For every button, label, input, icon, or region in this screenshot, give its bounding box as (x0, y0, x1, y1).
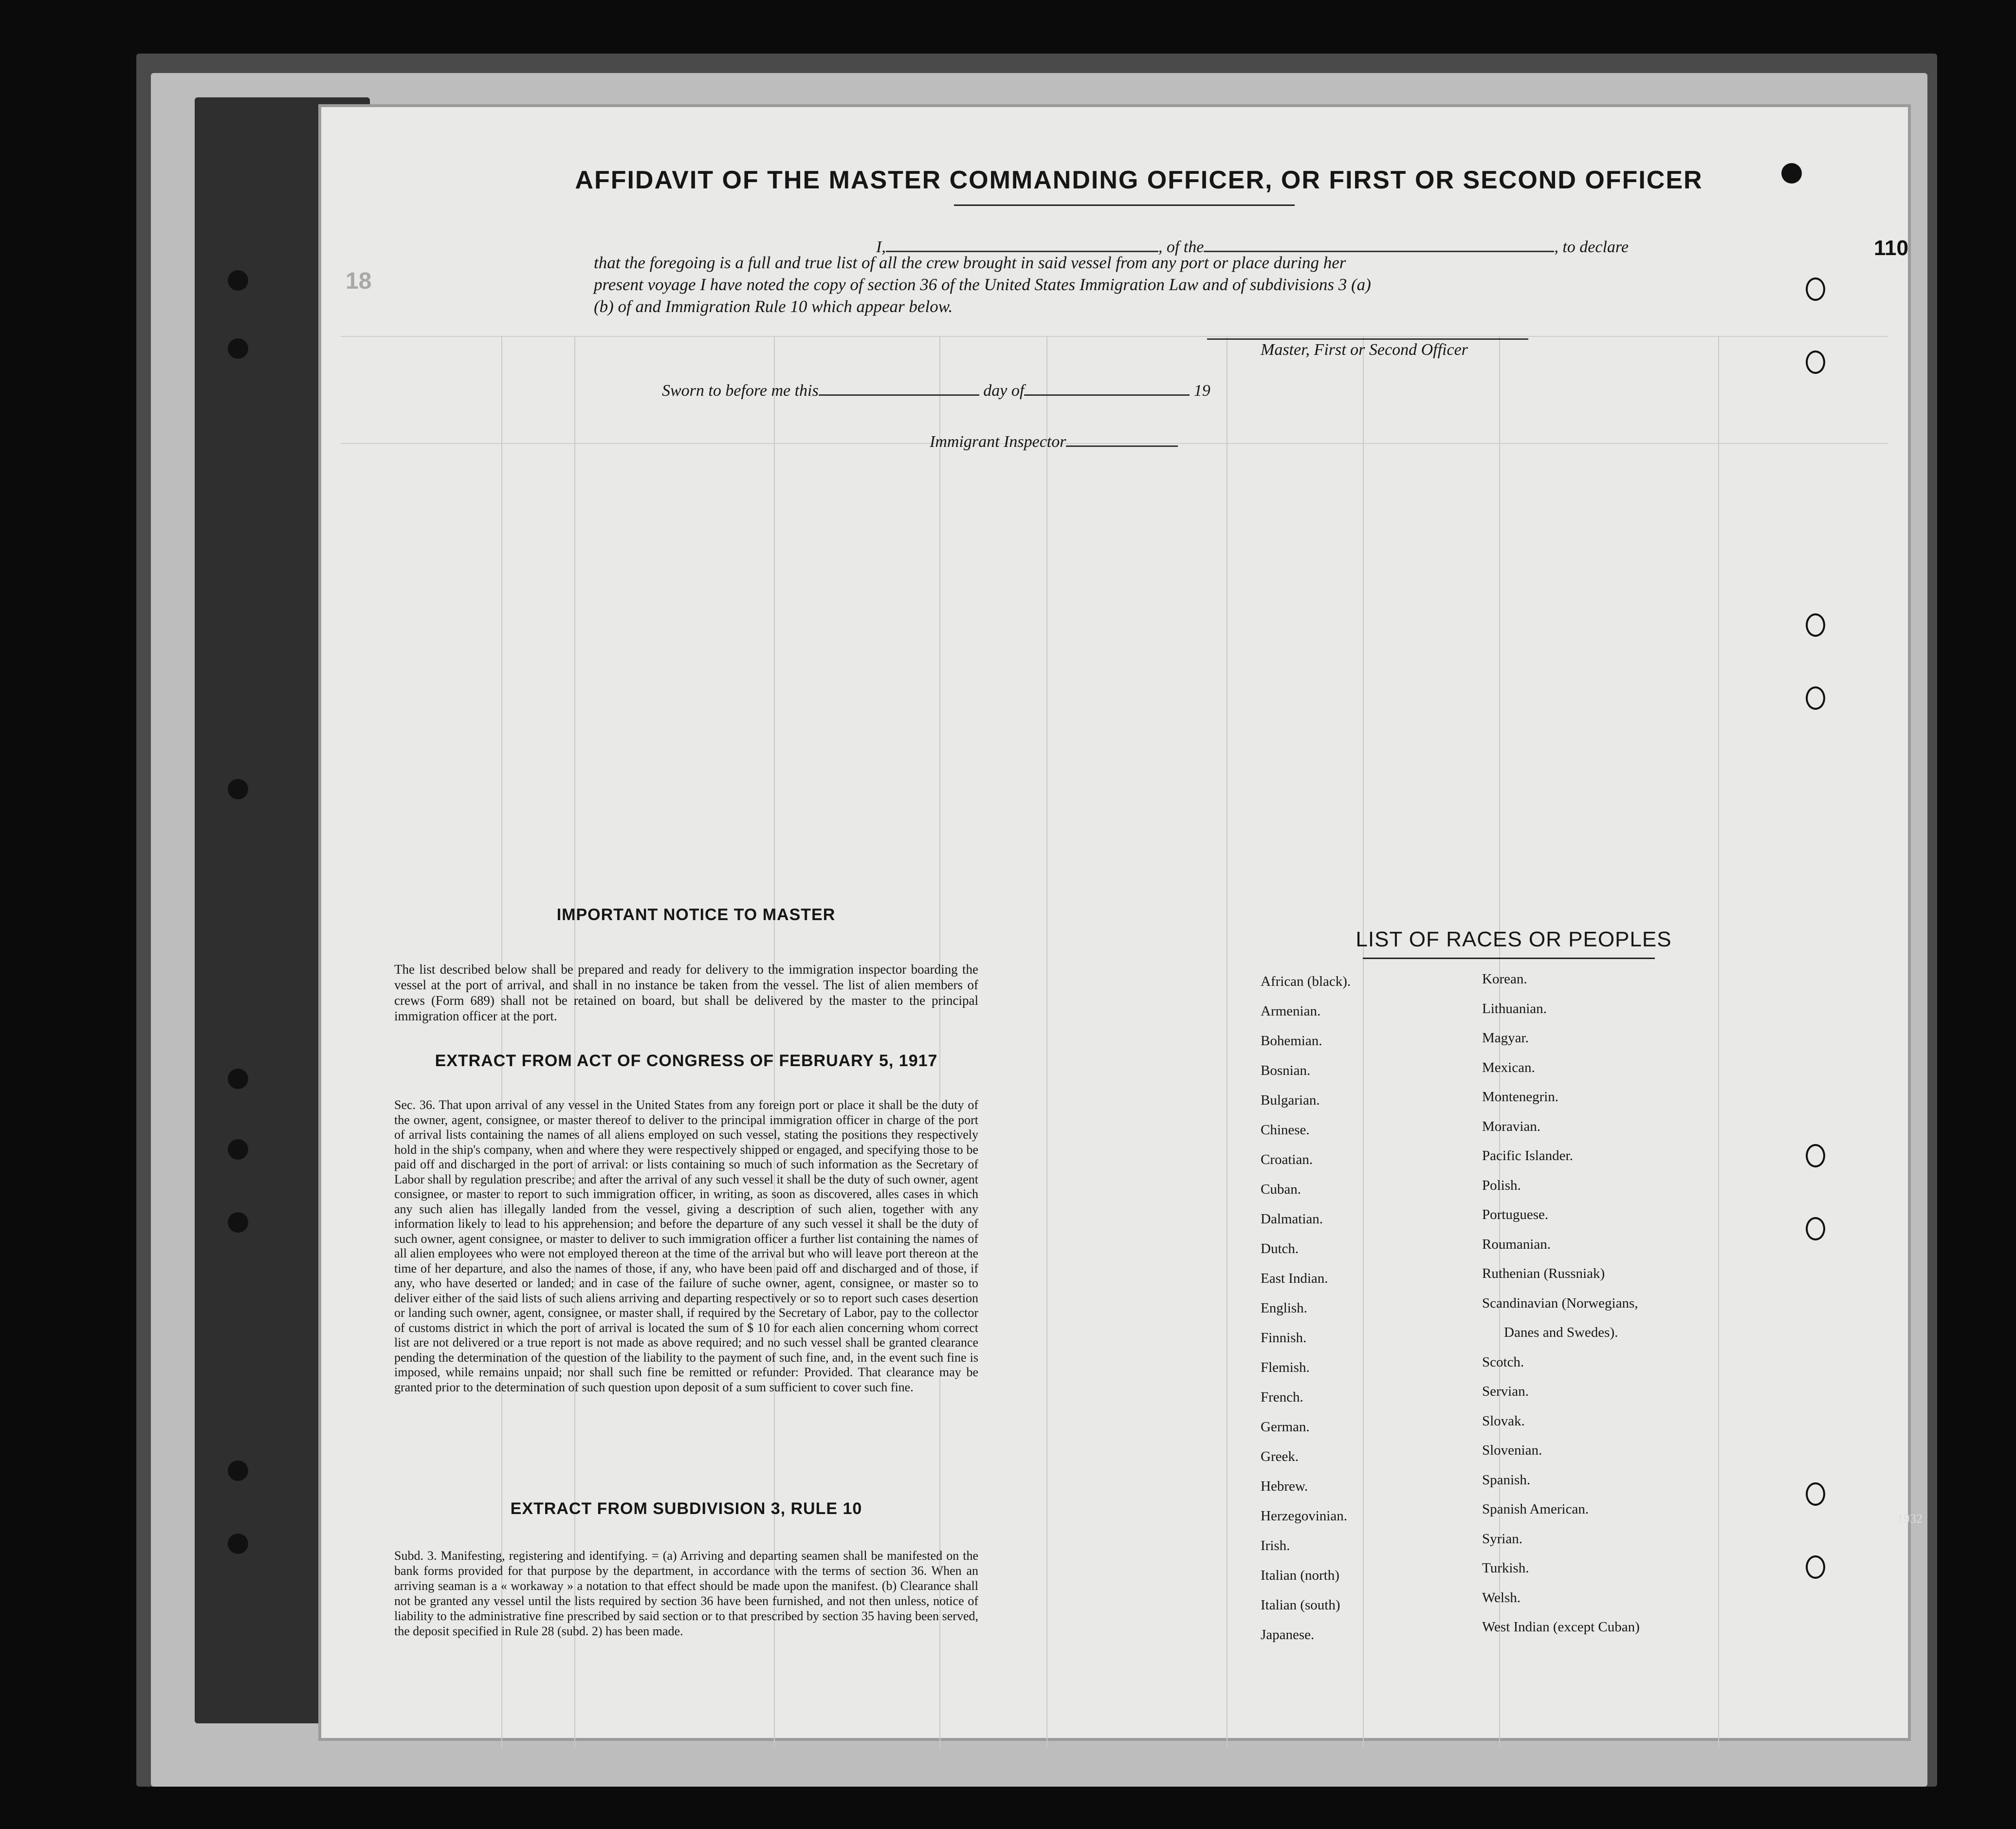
bleed-through-rule (574, 336, 575, 1748)
race-item: Turkish. (1482, 1560, 1529, 1576)
right-page-number: 110 (1874, 236, 1908, 260)
extract-rule-title: EXTRACT FROM SUBDIVISION 3, RULE 10 (510, 1499, 862, 1518)
affidavit-line-3: present voyage I have noted the copy of section 36 of the United States Immigration Law and of subdivisions 3 (a) (594, 275, 1371, 294)
binder-hole (228, 270, 248, 291)
race-item: Moravian. (1482, 1118, 1540, 1134)
right-year: 1932 (1897, 1512, 1923, 1526)
race-item: Chinese. (1261, 1122, 1310, 1138)
race-item: Irish. (1261, 1538, 1290, 1553)
race-item: Herzegovinian. (1261, 1508, 1347, 1524)
binder-hole (228, 779, 248, 799)
affidavit-page (321, 107, 1908, 1738)
binder-hole (228, 1139, 248, 1160)
binder-hole (228, 338, 248, 359)
notice-title: IMPORTANT NOTICE TO MASTER (556, 905, 836, 924)
race-item: Hebrew. (1261, 1478, 1308, 1494)
race-item: Roumanian. (1482, 1236, 1551, 1252)
race-item: Bulgarian. (1261, 1092, 1320, 1108)
affidavit-line-1: I, , of the , to declare (876, 231, 1629, 257)
binder-hole (228, 1533, 248, 1554)
race-item: Portuguese. (1482, 1207, 1549, 1222)
race-item: Italian (north) (1261, 1568, 1339, 1583)
page-hole (1806, 351, 1825, 374)
page-hole-torn (1781, 163, 1802, 184)
extract-rule-text: Subd. 3. Manifesting, registering and identifying. = (a) Arriving and departing seamen shall be manifested on the bank forms provided for that purpose by the department, in accordance with the terms of section 36. When an arriving seaman is a « workaway » a notation to that effect should be made upon the manifest. (b) Clearance shall not be granted any vessel until the lists required by section 36 have been furnished, and not then unless, notice of liability to the administrative fine prescribed by said section or to that prescribed by section 35 having been served, the deposit specified in Rule 28 (subd. 2) has been made. (394, 1549, 978, 1638)
race-item: Danes and Swedes). (1504, 1325, 1618, 1340)
race-item: Servian. (1482, 1384, 1529, 1399)
bleed-through-rule (1363, 336, 1364, 1748)
race-item: Welsh. (1482, 1589, 1521, 1606)
race-item: Pacific Islander. (1482, 1148, 1573, 1164)
race-item: Syrian. (1482, 1531, 1522, 1547)
page-hole (1806, 686, 1825, 710)
signature-line (1207, 338, 1528, 340)
affidavit-line-2: that the foregoing is a full and true list of all the crew brought in said vessel from any port or place during her (594, 253, 1346, 272)
race-item: Scotch. (1482, 1354, 1524, 1370)
race-item: German. (1261, 1419, 1310, 1435)
race-item: Spanish. (1482, 1472, 1531, 1488)
inspector-line: Immigrant Inspector (930, 426, 1178, 451)
race-item: Finnish. (1261, 1330, 1307, 1346)
binder-hole (228, 1212, 248, 1233)
race-item: Armenian. (1261, 1003, 1321, 1019)
race-item: Italian (south) (1261, 1597, 1340, 1613)
bleed-through-rule (939, 336, 940, 1748)
page-hole (1806, 1555, 1825, 1579)
race-item: Spanish American. (1482, 1501, 1589, 1517)
sworn-line: Sworn to before me this day of 19 (662, 375, 1210, 400)
notice-text: The list described below shall be prepared and ready for delivery to the immigration inspector boarding the vessel at the port of arrival, and shall in no instance be taken from the vessel. The list of alien members of crews (Form 689) shall not be retained on board, but shall be delivered by the master to the principal immigration officer at the port. (394, 962, 978, 1023)
race-item: East Indian. (1261, 1271, 1328, 1286)
race-item: Dalmatian. (1261, 1211, 1323, 1227)
race-item: Cuban. (1261, 1182, 1301, 1197)
bleed-through-rule (774, 336, 775, 1748)
bleed-through-rule (1046, 336, 1047, 1748)
race-item: Bosnian. (1261, 1063, 1311, 1078)
race-item: Croatian. (1261, 1152, 1313, 1167)
page-hole (1806, 613, 1825, 637)
bleed-through-rule (1718, 336, 1719, 1748)
race-item: Scandinavian (Norwegians, (1482, 1295, 1638, 1311)
left-page-number: 18 (346, 268, 372, 294)
page-hole (1806, 1217, 1825, 1240)
title-underline (954, 204, 1295, 206)
race-item: Polish. (1482, 1177, 1521, 1193)
race-item: West Indian (except Cuban) (1482, 1619, 1640, 1635)
bleed-through-rule (341, 336, 1888, 337)
race-item: French. (1261, 1389, 1303, 1405)
binder-hole (228, 1460, 248, 1481)
extract-act-title: EXTRACT FROM ACT OF CONGRESS OF FEBRUARY 5, 1917 (435, 1052, 938, 1070)
extract-act-text: Sec. 36. That upon arrival of any vessel in the United States from any foreign port or place it shall be the duty of the owner, agent, consignee, or master thereof to deliver to the principal immigration officer in charge of the port of arrival lists containing the names of all aliens employed on such vessel, stating the positions they respectively hold in the ship's company, when and where they were respectively shipped or engaged, and specifying those to be paid off and discharged in the port of arrival: or lists containing so much of such information as the Secretary of Labor shall by regulation prescribe; and after the arrival of any such vessel it shall be the duty of such owner, agent consignee, or master to report to such immigration officer, in writing, as soon as discovered, alles cases in which any such alien has illegally landed from the vessel, giving a description of such alien, together with any information likely to lead to his apprehension; and before the departure of any such vessel it shall be the duty of such owner, agent consignee, or master to deliver to such immigration officer a further list containing the names of all alien employees who were not employed thereon at the time of the arrival but who will leave port thereon at the time of her departure, and also the names of those, if any, who have been paid off and discharged and of those, if any, who have deserted or landed; and in case of the failure of suche owner, agent, consignee, or master so to deliver either of the said lists of such aliens arriving and departing respectively or so to report such cases desertion or landing such owner, agent, consignee, or master shall, if required by the Secretary of Labor, pay to the collector of customs district in which the port of arrival is located the sum of $ 10 for each alien concerning whom correct list are not delivered or a true report is not made as above required; and no such vessel shall be granted clearance pending the determination of the question of the liability to the payment of such fine, and, in the event such fine is imposed, while remains unpaid; nor shall such fine be remitted or refunder: Provided. That clearance may be granted prior to the determination of such question upon deposit of a sum sufficient to cover such fine. (394, 1098, 978, 1394)
page-hole (1806, 1144, 1825, 1167)
race-item: Japanese. (1261, 1627, 1315, 1643)
race-item: Flemish. (1261, 1360, 1310, 1375)
race-item: African (black). (1261, 974, 1351, 989)
race-item: Slovak. (1482, 1413, 1525, 1429)
page-hole (1806, 277, 1825, 301)
race-item: Dutch. (1261, 1241, 1299, 1256)
races-title-underline (1363, 958, 1655, 959)
race-item: Greek. (1261, 1449, 1299, 1464)
race-item: Mexican. (1482, 1059, 1535, 1075)
affidavit-title: AFFIDAVIT OF THE MASTER COMMANDING OFFICER, OR FIRST OR SECOND OFFICER (575, 166, 1703, 194)
page-hole (1806, 1482, 1825, 1506)
race-item: Korean. (1482, 971, 1527, 987)
race-item: Lithuanian. (1482, 1000, 1547, 1016)
affidavit-line-4: (b) of and Immigration Rule 10 which appear below. (594, 297, 953, 316)
race-item: Slovenian. (1482, 1442, 1542, 1458)
race-item: Ruthenian (Russniak) (1482, 1266, 1605, 1281)
races-title: LIST OF RACES OR PEOPLES (1356, 927, 1672, 951)
binder-hole (228, 1069, 248, 1089)
bleed-through-rule (1227, 336, 1228, 1748)
race-item: Bohemian. (1261, 1033, 1322, 1049)
bleed-through-rule (501, 336, 502, 1748)
signature-label: Master, First or Second Officer (1261, 341, 1468, 359)
race-item: Magyar. (1482, 1030, 1529, 1046)
race-item: English. (1261, 1300, 1307, 1316)
race-item: Montenegrin. (1482, 1089, 1559, 1105)
